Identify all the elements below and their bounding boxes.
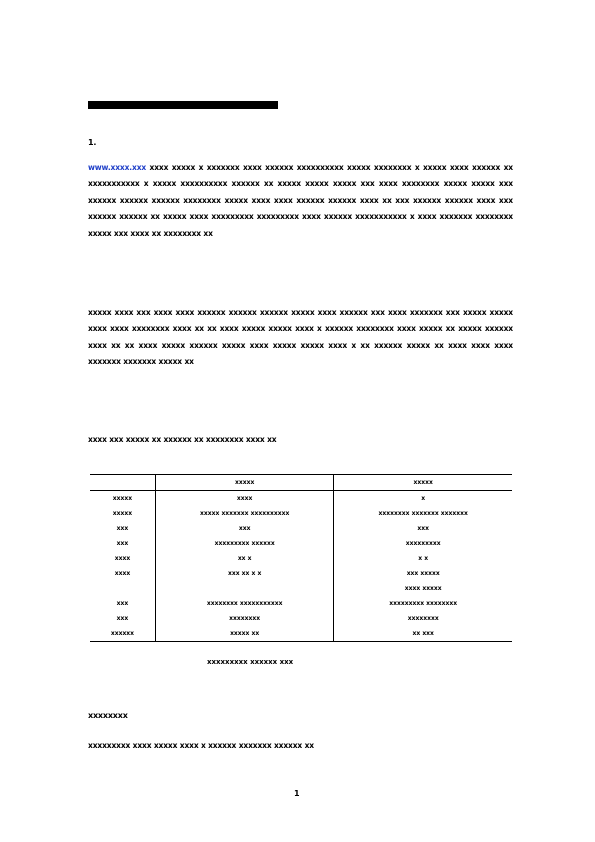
- table-row: [90, 626, 512, 642]
- table-caption: xxxxxxxxx xxxxxx xxx: [207, 658, 294, 666]
- table-cell: xxxxxxxx xxxxxxxxxxx: [155, 596, 334, 611]
- table-cell: xxxxxxxx xxxxxxx xxxxxxx: [378, 510, 468, 517]
- table-cell: xxxxx: [90, 506, 155, 521]
- table-cell: xxxxx xx: [155, 626, 334, 642]
- table-header-row: [90, 475, 512, 491]
- data-table: [90, 474, 512, 642]
- table-cell: xxxx: [90, 551, 155, 566]
- table-row: [90, 566, 512, 581]
- table-header-cell: [90, 475, 155, 491]
- section-heading: xxxxxxxx: [88, 711, 128, 720]
- table-cell: xxxxxxxx: [155, 611, 334, 626]
- table-cell: xxx xx x x: [155, 566, 334, 581]
- paragraph-text: xxxx xxxxx x xxxxxxx xxxx xxxxxx xxxxxxxxxx xxxxx xxxxxxxx x xxxxx xxxx xxxxxx xx xxxxxxxxxxx x xxxxx xxxxxxxxxx xxxxxx xx xxxxx xxxxx xxxxx xxx xxxx xxxxxxxx xxxxx xxxxx xxx xxxxxx xxxxxx xxxxxx xxxxxxxx xxxxx xxxx xxxx xxxxxx xxxxxx xxxx xx xxx xxxxxx xxxxxx xxxx xxx xxxxxx xxxxxx xx xxxxx xxxx xxxxxxxxx xxxxxxxxx xxxx xxxxxx xxxxxxxxxxx x xxxx xxxxxxx xxxxxxxx xxxxx xxx xxxx xx xxxxxxxx xx: [88, 163, 513, 238]
- table-cell: xxxx: [90, 566, 155, 581]
- table-cell: xxxxx xxxxxxx xxxxxxxxxx: [155, 506, 334, 521]
- table-cell: xxx: [155, 521, 334, 536]
- table-header-cell: xxxxx: [334, 475, 512, 491]
- table-row: [90, 536, 512, 551]
- body-paragraph-3: xxxx xxx xxxxx xx xxxxxx xx xxxxxxxx xxxx xx: [88, 435, 277, 444]
- table-cell: xxx xxxxx: [406, 570, 440, 577]
- table-cell: xxxx: [155, 491, 334, 507]
- table-cell: xxxxxx: [90, 626, 155, 642]
- body-paragraph-2: xxxxx xxxx xxx xxxx xxxx xxxxxx xxxxxx xxxxxx xxxxx xxxx xxxxxx xxx xxxx xxxxxxx xxx xxxxx xxxxx xxxx xxxx xxxxxxxx xxxx xx xx xxxx xxxxx xxxxx xxxx x xxxxxx xxxxxxxx xxxx xxxxx xx xxxxx xxxxxx xxxx xx xx xxxx xxxxx xxxxxx xxxxx xxxx xxxxx xxxxx xxxx x xx xxxxxx xxxxx xx xxxx xxxx xxxx xxxxxxx xxxxxxx xxxxx xx: [88, 308, 513, 367]
- body-paragraph-1: [88, 160, 513, 292]
- table-row: [90, 581, 512, 596]
- table-row: [90, 596, 512, 611]
- table-cell: xxx: [90, 536, 155, 551]
- table-row: [90, 611, 512, 626]
- table-cell: [90, 581, 155, 596]
- page-number: 1: [294, 789, 300, 798]
- table-cell: xxxxxxxxx xxxxxx: [155, 536, 334, 551]
- table-row: [90, 506, 512, 521]
- table-row: [90, 551, 512, 566]
- table-cell: xx xxx: [412, 630, 434, 637]
- table-header-cell: xxxxx: [155, 475, 334, 491]
- table-cell: [155, 581, 334, 596]
- table-cell: xxxxxxxxx: [405, 540, 441, 547]
- table-row: [90, 491, 512, 507]
- table-cell: xxx: [90, 596, 155, 611]
- table-cell: xxxxxxxx: [407, 615, 439, 622]
- table-row: [90, 521, 512, 536]
- table-cell: xxxx xxxxx: [404, 585, 442, 592]
- hyperlink[interactable]: www.xxxx.xxx: [88, 163, 147, 172]
- table-cell: x: [421, 495, 426, 502]
- table-cell: xx x: [155, 551, 334, 566]
- table-cell: xxxxx: [90, 491, 155, 507]
- table-cell: xxxxxxxxx xxxxxxxx: [389, 600, 458, 607]
- body-paragraph-4: xxxxxxxxx xxxx xxxxx xxxx x xxxxxx xxxxxxx xxxxxx xx: [88, 741, 314, 750]
- table-cell: x x: [418, 555, 429, 562]
- table-cell: xxx: [417, 525, 430, 532]
- document-title-bar: [88, 101, 278, 109]
- section-heading: 1.: [88, 138, 97, 147]
- table-cell: xxx: [90, 521, 155, 536]
- table-cell: xxx: [90, 611, 155, 626]
